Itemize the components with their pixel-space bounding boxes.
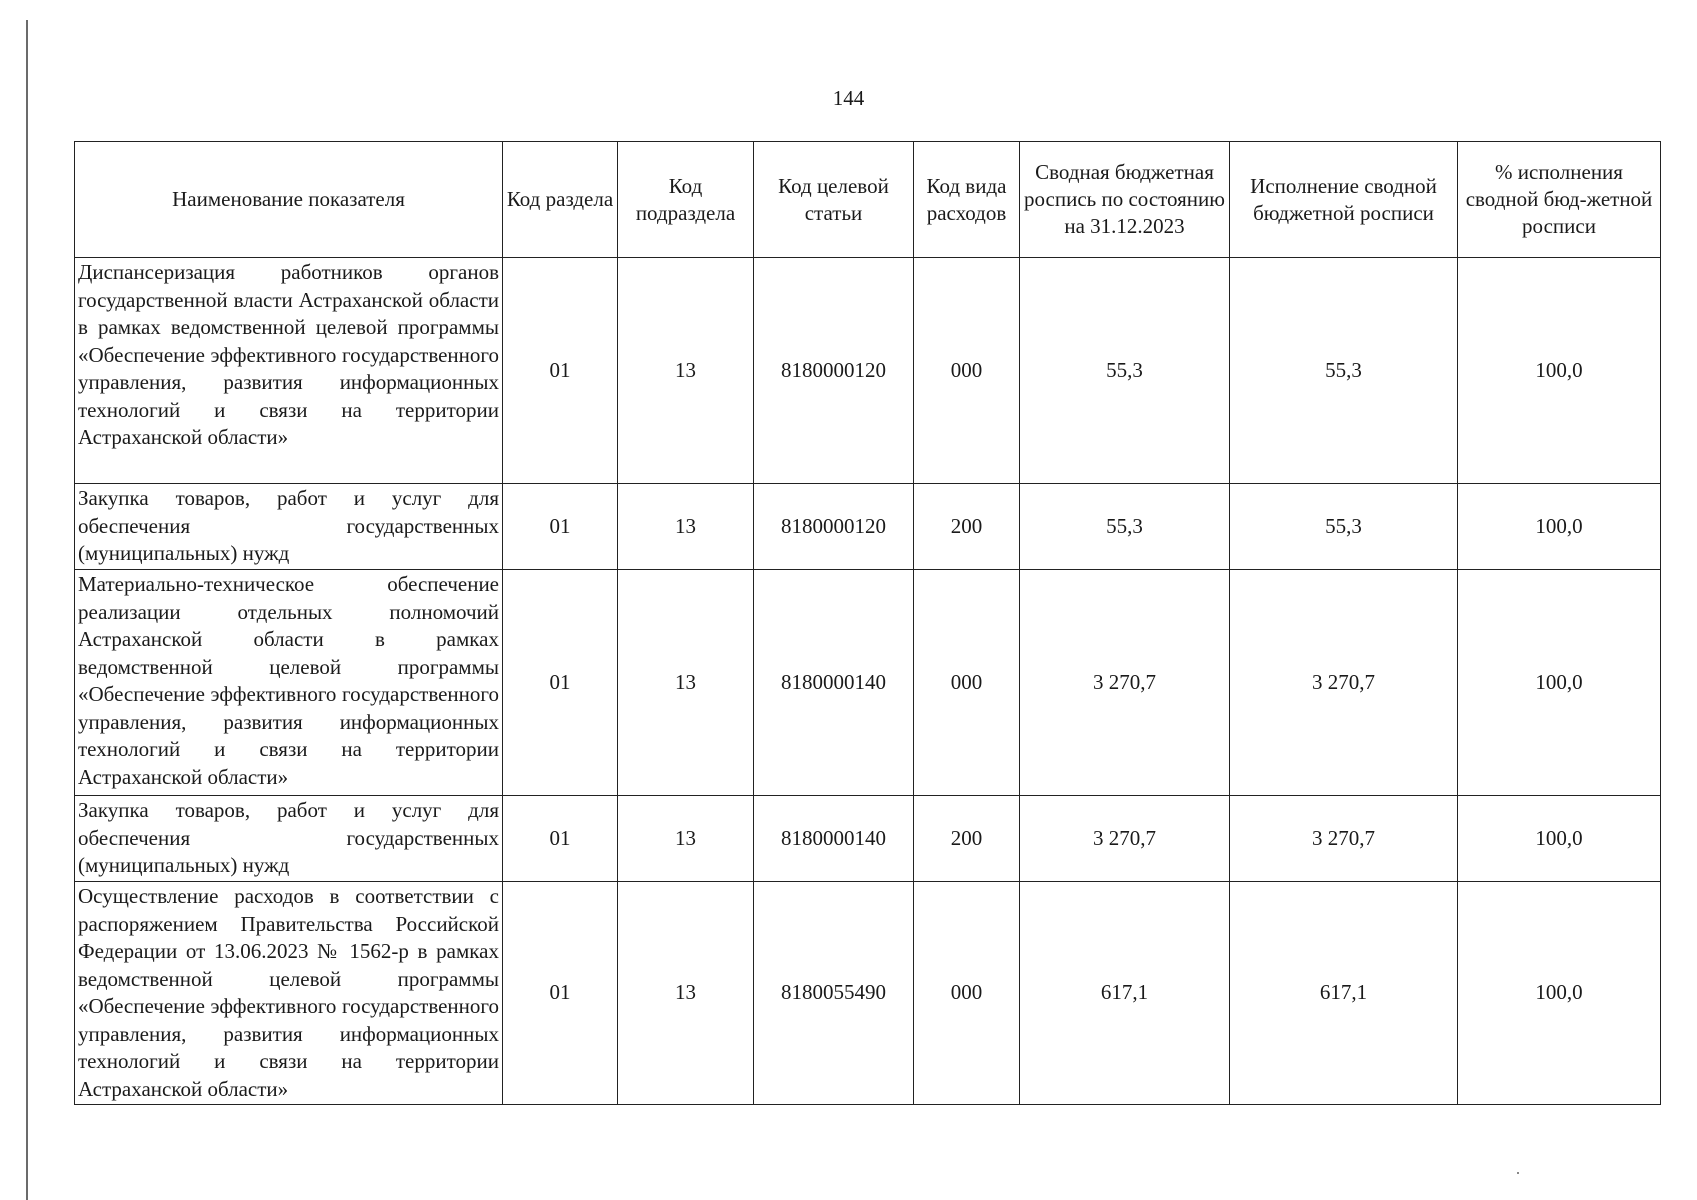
cell-budget-execution: 3 270,7 — [1230, 570, 1458, 796]
cell-target-code: 8180000120 — [754, 258, 914, 484]
cell-expense-type-code: 000 — [914, 882, 1020, 1105]
cell-target-code: 8180000140 — [754, 796, 914, 882]
cell-indicator-name: Закупка товаров, работ и услуг для обеспечения государственных (муниципальных) нужд — [75, 484, 503, 570]
header-target-code: Код целевой статьи — [754, 142, 914, 258]
header-section-code: Код раздела — [503, 142, 618, 258]
cell-section-code: 01 — [503, 570, 618, 796]
table-row — [75, 484, 1661, 570]
cell-subsection-code: 13 — [618, 484, 754, 570]
cell-subsection-code: 13 — [618, 258, 754, 484]
cell-expense-type-code: 000 — [914, 570, 1020, 796]
cell-indicator-name: Диспансеризация работников органов государственной власти Астраханской области в рамках ведомственной целевой программы «Обеспечение эффективного государственного управления, развития информационных технологий и связи на территории Астраханской области» — [75, 258, 503, 484]
cell-budget-execution: 3 270,7 — [1230, 796, 1458, 882]
cell-target-code: 8180055490 — [754, 882, 914, 1105]
header-budget-execution: Исполнение сводной бюджетной росписи — [1230, 142, 1458, 258]
cell-expense-type-code: 200 — [914, 484, 1020, 570]
cell-indicator-name: Закупка товаров, работ и услуг для обеспечения государственных (муниципальных) нужд — [75, 796, 503, 882]
table-row — [75, 258, 1661, 484]
cell-section-code: 01 — [503, 484, 618, 570]
cell-execution-percent: 100,0 — [1458, 796, 1661, 882]
scan-edge-line — [26, 20, 28, 1200]
cell-consolidated-budget: 55,3 — [1020, 258, 1230, 484]
cell-budget-execution: 55,3 — [1230, 484, 1458, 570]
cell-subsection-code: 13 — [618, 570, 754, 796]
cell-indicator-name: Осуществление расходов в соответствии с распоряжением Правительства Российской Федерации от 13.06.2023 № 1562-р в рамках ведомственной целевой программы «Обеспечение эффективного государственного управления, развития информационных технологий и связи на территории Астраханской области» — [75, 882, 503, 1105]
cell-consolidated-budget: 617,1 — [1020, 882, 1230, 1105]
scan-speck — [1517, 1172, 1519, 1174]
cell-target-code: 8180000120 — [754, 484, 914, 570]
cell-execution-percent: 100,0 — [1458, 882, 1661, 1105]
header-indicator-name: Наименование показателя — [75, 142, 503, 258]
header-subsection-code: Код подраздела — [618, 142, 754, 258]
cell-execution-percent: 100,0 — [1458, 570, 1661, 796]
cell-budget-execution: 617,1 — [1230, 882, 1458, 1105]
cell-section-code: 01 — [503, 882, 618, 1105]
cell-expense-type-code: 200 — [914, 796, 1020, 882]
page-number: 144 — [832, 86, 865, 110]
cell-subsection-code: 13 — [618, 882, 754, 1105]
cell-consolidated-budget: 55,3 — [1020, 484, 1230, 570]
budget-execution-table — [74, 141, 1661, 1105]
table-row — [75, 796, 1661, 882]
cell-indicator-name: Материально-техническое обеспечение реализации отдельных полномочий Астраханской области в рамках ведомственной целевой программы «Обеспечение эффективного государственного управления, развития информационных технологий и связи на территории Астраханской области» — [75, 570, 503, 796]
header-expense-type-code: Код вида расходов — [914, 142, 1020, 258]
table-header-row — [75, 142, 1661, 258]
header-execution-percent: % исполнения сводной бюд-жетной росписи — [1458, 142, 1661, 258]
header-consolidated-budget: Сводная бюджетная роспись по состоянию на 31.12.2023 — [1020, 142, 1230, 258]
table-row — [75, 570, 1661, 796]
cell-budget-execution: 55,3 — [1230, 258, 1458, 484]
cell-subsection-code: 13 — [618, 796, 754, 882]
cell-consolidated-budget: 3 270,7 — [1020, 570, 1230, 796]
cell-target-code: 8180000140 — [754, 570, 914, 796]
cell-section-code: 01 — [503, 258, 618, 484]
cell-section-code: 01 — [503, 796, 618, 882]
cell-consolidated-budget: 3 270,7 — [1020, 796, 1230, 882]
cell-execution-percent: 100,0 — [1458, 484, 1661, 570]
cell-execution-percent: 100,0 — [1458, 258, 1661, 484]
cell-expense-type-code: 000 — [914, 258, 1020, 484]
table-row — [75, 882, 1661, 1105]
